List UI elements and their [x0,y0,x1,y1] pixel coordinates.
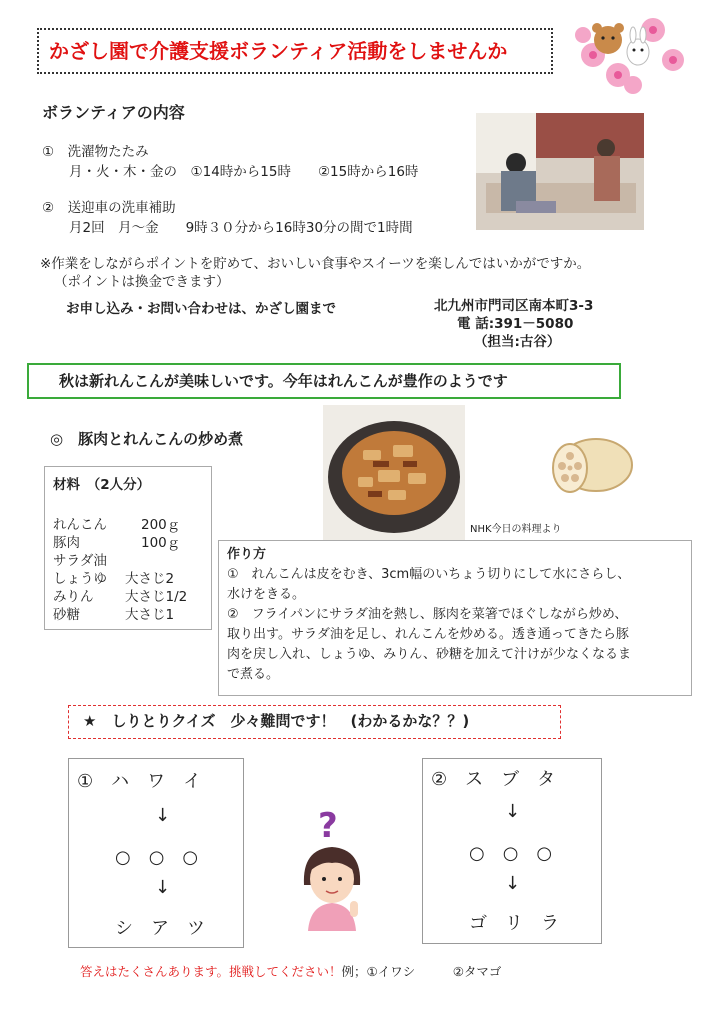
quiz1-arrow: ↓ [155,805,171,826]
contact-person: （担当:古谷） [474,334,561,350]
lotus-root-icon [548,432,638,498]
volunteer-item2-title: ② 送迎車の洗車補助 [42,200,176,216]
volunteer-photo [476,113,644,230]
quiz2-blank: ○ ○ ○ [469,843,553,864]
ingredient-amount: 大さじ1 [125,607,175,623]
ingredient-name: サラダ油 [53,553,107,569]
ingredient-amount: 大さじ1/2 [125,589,188,605]
quiz-box-1 [68,758,244,948]
flower-bear-illustration [573,10,693,100]
ingredient-name: 豚肉 [53,535,80,551]
quiz1-arrow: ↓ [155,877,171,898]
quiz-answer-example: 例；①イワシ ②タマゴ [341,964,502,979]
method-heading: 作り方 [227,547,267,562]
ingredient-name: みりん [53,589,94,605]
method-line: 水けをきる。 [227,587,306,602]
volunteer-item1-detail: 月・火・木・金の ①14時から15時 ②15時から16時 [69,164,419,180]
ingredient-name: しょうゆ [53,571,107,587]
quiz2-arrow: ↓ [505,873,521,894]
volunteer-item1-title: ① 洗濯物たたみ [42,144,149,160]
ingredient-name: れんこん [53,517,107,533]
method-line: ① れんこんは皮をむき、3cm幅のいちょう切りにして水にさらし、 [227,567,631,582]
ingredient-amount: 100ｇ [141,535,181,551]
volunteer-note: ※作業をしながらポイントを貯めて、おいしい食事やスイーツを楽しんではいかがですか。 [40,256,591,272]
method-line: で煮る。 [227,667,280,682]
quiz2-end: ゴ リ ラ [469,913,559,934]
quiz-box-2 [422,758,602,944]
ingredient-amount: 大さじ2 [125,571,175,587]
thinking-girl-illustration [296,805,368,931]
ingredients-box [44,466,212,630]
quiz-answer [80,962,501,980]
method-line: 肉を戻し入れ、しょうゆ、みりん、砂糖を加えて汁けが少なくなるま [227,647,632,662]
quiz1-end: シ ア ツ [115,918,205,939]
quiz2-start: ② ス ブ タ [431,769,556,790]
ingredient-name: 砂糖 [53,607,80,623]
method-box [218,540,692,696]
recipe-banner: 秋は新れんこんが美味しいです。今年はれんこんが豊作のようです [27,363,621,399]
volunteer-note-sub: （ポイントは換金できます） [54,274,230,290]
recipe-source: NHK今日の料理より [470,524,562,535]
svg-text:?: ? [318,806,338,846]
quiz-answer-prompt: 答えはたくさんあります。挑戦してください！ [80,964,342,979]
contact-address: 北九州市門司区南本町3-3 [434,298,594,314]
ingredient-amount: 200ｇ [141,517,181,533]
volunteer-heading: ボランティアの内容 [42,103,185,122]
contact-phone: 電 話:391－5080 [457,316,574,332]
contact-label: お申し込み・お問い合わせは、かざし園まで [66,301,336,317]
method-line: ② フライパンにサラダ油を熱し、豚肉を菜箸でほぐしながら炒め、 [227,607,628,622]
recipe-title: ◎ 豚肉とれんこんの炒め煮 [50,430,244,448]
quiz1-blank: ○ ○ ○ [115,847,199,868]
quiz-heading: ★ しりとりクイズ 少々難問です！ (わかるかな？？) [68,705,561,739]
method-line: 取り出す。サラダ油を足し、れんこんを炒める。透き通ってきたら豚 [227,627,629,642]
quiz1-start: ① ハ ワ イ [77,771,202,792]
page-title: かざし園で介護支援ボランティア活動をしませんか [37,28,553,74]
volunteer-item2-detail: 月2回 月～金 9時３０分から16時30分の間で1時間 [69,220,413,236]
ingredients-heading: 材料 （2人分） [53,477,151,493]
quiz2-arrow: ↓ [505,801,521,822]
food-photo [323,405,465,541]
